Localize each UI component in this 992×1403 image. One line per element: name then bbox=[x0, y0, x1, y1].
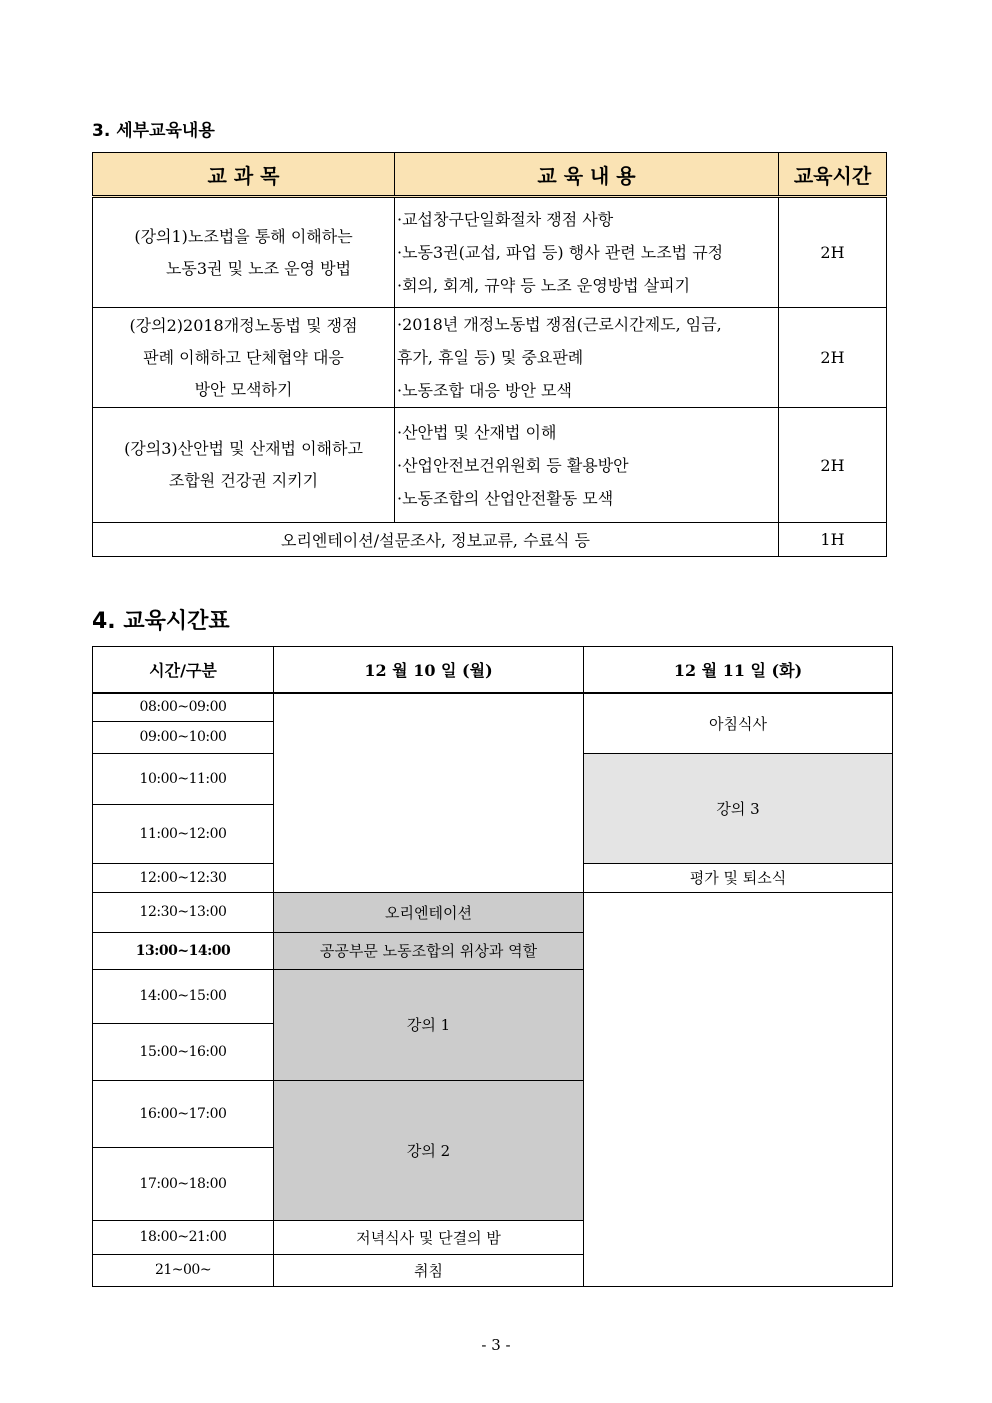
header-day-1: 12 월 10 일 (월) bbox=[274, 647, 584, 694]
day1-lecture-2: 강의 2 bbox=[274, 1080, 584, 1220]
subject-line: 판례 이해하고 단체협약 대응 bbox=[143, 347, 344, 367]
time-cell: 08:00~09:00 bbox=[93, 693, 274, 721]
time-cell: 18:00~21:00 bbox=[93, 1220, 274, 1254]
time-cell: 09:00~10:00 bbox=[93, 721, 274, 753]
time-cell: 14:00~15:00 bbox=[93, 969, 274, 1023]
content-line: ·노동3권(교섭, 파업 등) 행사 관련 노조법 규정 bbox=[397, 243, 724, 262]
page-number: - 3 - bbox=[481, 1336, 511, 1354]
subject-cell bbox=[93, 197, 395, 308]
day1-sleep: 취침 bbox=[274, 1254, 584, 1286]
day1-dinner: 저녁식사 및 단결의 밤 bbox=[274, 1220, 584, 1254]
subject-line: (강의1)노조법을 통해 이해하는 bbox=[134, 226, 353, 246]
table-row bbox=[93, 408, 887, 523]
content-line: ·노동조합의 산업안전활동 모색 bbox=[397, 488, 614, 508]
day1-lecture-1: 강의 1 bbox=[274, 969, 584, 1080]
content-line: ·회의, 회계, 규약 등 노조 운영방법 살피기 bbox=[397, 276, 691, 295]
timetable bbox=[92, 646, 893, 1287]
subject-line: (강의3)산안법 및 산재법 이해하고 bbox=[124, 439, 363, 458]
hours-cell: 2H bbox=[779, 408, 887, 523]
header-time: 시간/구분 bbox=[93, 647, 274, 694]
table-row bbox=[93, 892, 893, 932]
table-row bbox=[93, 197, 887, 308]
content-line: ·산업안전보건위원회 등 활용방안 bbox=[397, 455, 629, 475]
day1-talk: 공공부문 노동조합의 위상과 역할 bbox=[274, 932, 584, 969]
content-line: ·산안법 및 산재법 이해 bbox=[397, 422, 557, 442]
content-line: ·2018년 개정노동법 쟁점(근로시간제도, 임금, bbox=[397, 315, 722, 334]
content-line: 휴가, 휴일 등) 및 중요판례 bbox=[397, 348, 584, 367]
time-cell: 11:00~12:00 bbox=[93, 804, 274, 863]
time-cell: 12:00~12:30 bbox=[93, 863, 274, 892]
day2-lecture-3: 강의 3 bbox=[584, 753, 893, 863]
table-row bbox=[93, 308, 887, 408]
timetable-header-row bbox=[93, 647, 893, 694]
section-3-title: 3. 세부교육내용 bbox=[92, 121, 215, 141]
day1-orientation: 오리엔테이션 bbox=[274, 892, 584, 932]
time-cell: 16:00~17:00 bbox=[93, 1080, 274, 1147]
time-cell: 17:00~18:00 bbox=[93, 1147, 274, 1220]
content-cell bbox=[395, 308, 779, 408]
subject-line: 노동3권 및 노조 운영 방법 bbox=[165, 258, 352, 278]
subject-line: (강의2)2018개정노동법 및 쟁점 bbox=[129, 315, 358, 335]
section-4-title: 4. 교육시간표 bbox=[92, 609, 230, 634]
table-row bbox=[93, 693, 893, 721]
content-line: ·노동조합 대응 방안 모색 bbox=[397, 381, 572, 400]
content-cell bbox=[395, 197, 779, 308]
day2-empty-slot bbox=[584, 892, 893, 1286]
content-cell bbox=[395, 408, 779, 523]
hours-cell: 2H bbox=[779, 308, 887, 408]
time-cell: 13:00~14:00 bbox=[93, 932, 274, 969]
day2-closing: 평가 및 퇴소식 bbox=[584, 863, 893, 892]
content-line: ·교섭창구단일화절차 쟁점 사항 bbox=[397, 210, 614, 229]
detailed-curriculum-table bbox=[92, 152, 887, 557]
time-cell: 10:00~11:00 bbox=[93, 753, 274, 804]
hours-cell: 2H bbox=[779, 197, 887, 308]
time-cell: 15:00~16:00 bbox=[93, 1023, 274, 1080]
header-content: 교 육 내 용 bbox=[395, 153, 779, 197]
day2-breakfast: 아침식사 bbox=[584, 693, 893, 753]
subject-cell bbox=[93, 408, 395, 523]
table-footer-row bbox=[93, 523, 887, 557]
header-subject: 교 과 목 bbox=[93, 153, 395, 197]
footer-text: 오리엔테이션/설문조사, 정보교류, 수료식 등 bbox=[93, 523, 779, 557]
subject-cell bbox=[93, 308, 395, 408]
time-cell: 21~00~ bbox=[93, 1254, 274, 1286]
day1-empty-slot bbox=[274, 693, 584, 892]
time-cell: 12:30~13:00 bbox=[93, 892, 274, 932]
header-day-2: 12 월 11 일 (화) bbox=[584, 647, 893, 694]
subject-line: 조합원 건강권 지키기 bbox=[168, 471, 319, 490]
table-header-row bbox=[93, 153, 887, 197]
footer-hours: 1H bbox=[779, 523, 887, 557]
header-hours: 교육시간 bbox=[779, 153, 887, 197]
subject-line: 방안 모색하기 bbox=[194, 379, 293, 399]
